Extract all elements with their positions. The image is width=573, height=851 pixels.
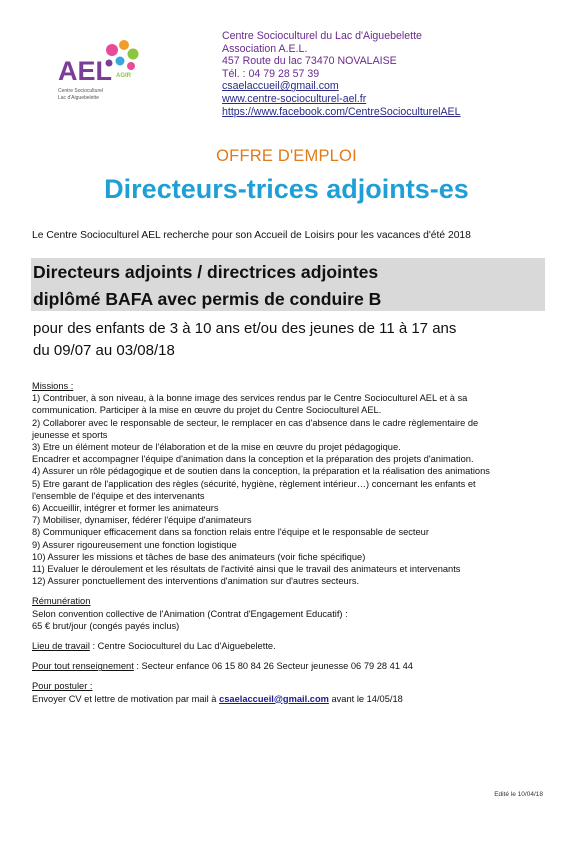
- apply-instructions: [32, 693, 552, 705]
- svg-text:AEL: AEL: [58, 56, 112, 86]
- mission-line: 12) Assurer ponctuellement des interventions d'animation sur d'autres secteurs.: [32, 576, 360, 587]
- missions-list: [32, 392, 552, 587]
- mission-line: l'ensemble de l'équipe et des intervenants: [32, 490, 205, 501]
- mission-line: Encadrer et accompagner l'équipe d'animation dans la conception et la préparation des projets d'animation.: [32, 454, 474, 465]
- edit-date: Edité le 10/04/18: [494, 791, 543, 798]
- org-phone: Tél. : 04 79 28 57 39: [222, 67, 320, 80]
- mission-line: 1) Contribuer, à son niveau, à la bonne image des services rendus par le Centre Socioculturel AEL et à sa: [32, 393, 468, 404]
- svg-text:AGIR: AGIR: [116, 73, 131, 79]
- mission-line: 7) Mobiliser, dynamiser, fédérer l'équipe d'animateurs: [32, 515, 252, 526]
- mission-line: 3) Etre un élément moteur de l'élaboration et de la mise en œuvre du projet pédagogique.: [32, 442, 401, 453]
- svg-text:Lac d'Aiguebelette: Lac d'Aiguebelette: [58, 95, 99, 101]
- remuneration-line-2: 65 € brut/jour (congés payés inclus): [32, 620, 180, 631]
- remuneration-label: Rémunération: [32, 596, 91, 607]
- mission-line: 10) Assurer les missions et tâches de base des animateurs (voir fiche spécifique): [32, 551, 366, 562]
- highlight-line-1: Directeurs adjoints / directrices adjointes: [33, 262, 379, 282]
- mission-line: 6) Accueillir, intégrer et former les animateurs: [32, 503, 219, 514]
- org-email-link[interactable]: csaelaccueil@gmail.com: [222, 80, 339, 93]
- mission-line: 8) Communiquer efficacement dans sa fonction relais entre l'équipe et le responsable de secteur: [32, 527, 429, 538]
- org-website-link[interactable]: www.centre-socioculturel-ael.fr: [222, 92, 367, 105]
- workplace: [32, 640, 552, 652]
- workplace-text: : Centre Socioculturel du Lac d'Aiguebelette.: [89, 641, 276, 652]
- contact-info: [32, 660, 552, 672]
- mission-line: 11) Evaluer le déroulement et les résultats de l'activité ainsi que le travail des animateurs et intervenants: [32, 564, 461, 575]
- organization-contact: [222, 30, 460, 118]
- svg-text:Centre Socioculturel: Centre Socioculturel: [58, 88, 104, 94]
- job-details: [32, 380, 552, 705]
- apply-text: Envoyer CV et lettre de motivation par mail à: [32, 693, 220, 704]
- mission-line: 5) Etre garant de l'application des règles (sécurité, hygiène, règlement intérieur…) concernant les enfants et: [32, 478, 476, 489]
- org-association: Association A.E.L.: [222, 42, 308, 55]
- highlight-line-2: diplômé BAFA avec permis de conduire B: [33, 289, 382, 309]
- mission-line: jeunesse et sports: [32, 429, 108, 440]
- contact-label: Pour tout renseignement: [32, 661, 134, 672]
- org-name: Centre Socioculturel du Lac d'Aiguebelette: [222, 30, 422, 42]
- contact-text: : Secteur enfance 06 15 80 84 26 Secteur jeunesse 06 79 28 41 44: [133, 661, 413, 672]
- org-address: 457 Route du lac 73470 NOVALAISE: [222, 55, 397, 68]
- age-range: pour des enfants de 3 à 10 ans et/ou des jeunes de 11 à 17 ans: [33, 320, 457, 337]
- mission-line: 2) Collaborer avec le responsable de secteur, le remplacer en cas d'absence dans le cadre règlementaire de: [32, 417, 479, 428]
- org-facebook-link[interactable]: https://www.facebook.com/CentreSocioculturelAEL: [222, 105, 461, 118]
- apply-email-link[interactable]: csaelaccueil@gmail.com: [219, 693, 329, 704]
- date-range: du 09/07 au 03/08/18: [33, 342, 175, 359]
- job-title: Directeurs-trices adjoints-es: [104, 174, 469, 204]
- apply-deadline: avant le 14/05/18: [328, 693, 403, 704]
- mission-line: 4) Assurer un rôle pédagogique et de soutien dans la conception, la préparation et la réalisation des animations: [32, 466, 490, 477]
- apply-label: Pour postuler :: [32, 681, 93, 692]
- workplace-label: Lieu de travail: [32, 641, 90, 652]
- mission-line: 9) Assurer rigoureusement une fonction logistique: [32, 539, 237, 550]
- intro-text: Le Centre Socioculturel AEL recherche pour son Accueil de Loisirs pour les vacances d'été 2018: [32, 230, 471, 241]
- offer-kicker: OFFRE D'EMPLOI: [216, 147, 357, 165]
- mission-line: communication. Participer à la mise en œuvre du projet du Centre Socioculturel AEL.: [32, 405, 382, 416]
- ael-logo: [54, 36, 150, 108]
- missions-label: Missions :: [32, 381, 74, 391]
- remuneration-line-1: Selon convention collective de l'Animation (Contrat d'Engagement Educatif) :: [32, 608, 348, 619]
